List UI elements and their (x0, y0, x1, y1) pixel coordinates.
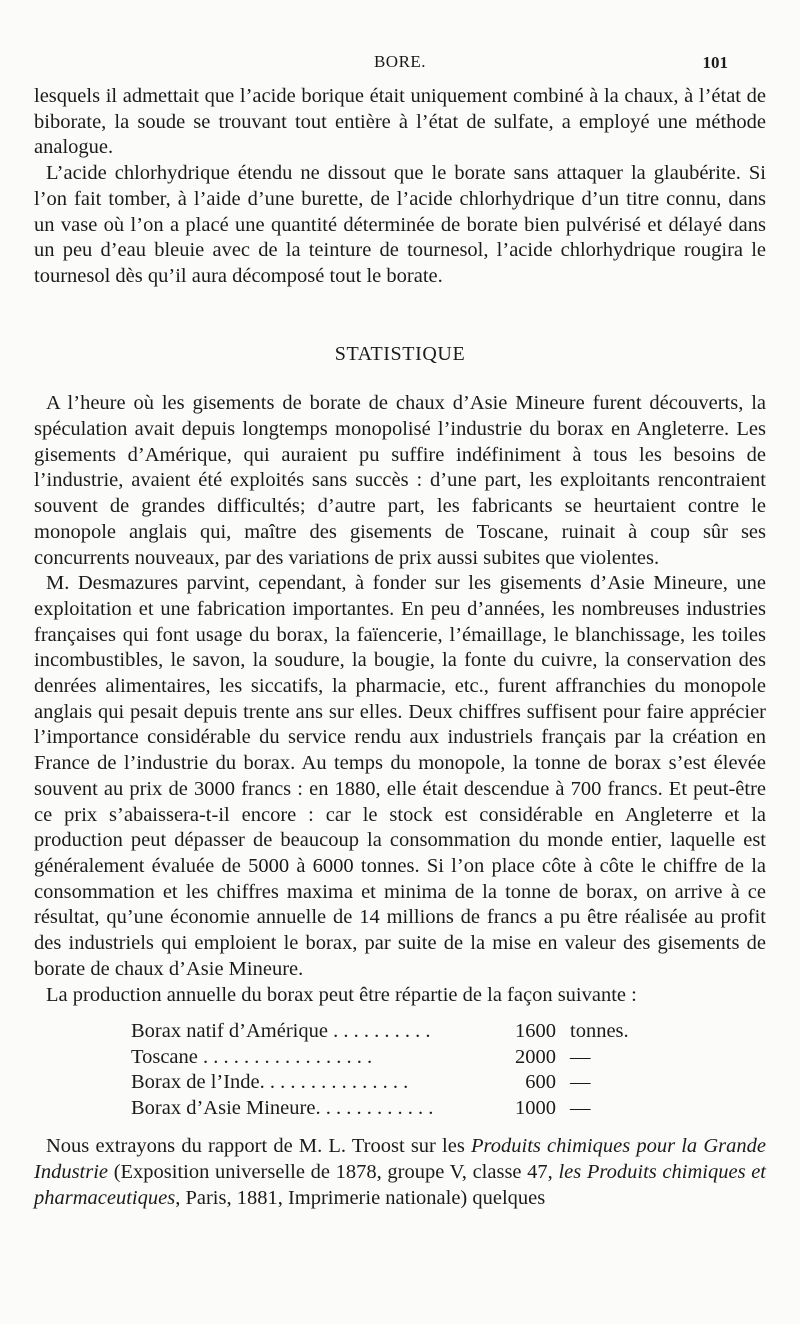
quantity-cell: 1000 (515, 1096, 556, 1119)
page-number: 101 (702, 53, 728, 72)
table-row (131, 1070, 651, 1096)
table-row (131, 1096, 651, 1122)
closing-paragraph (34, 1134, 766, 1211)
table-row (131, 1045, 651, 1071)
quantity-cell: 600 (525, 1071, 556, 1094)
closing-italic-title: les Produits chimiques et pharmaceutiques (34, 1160, 766, 1209)
unit-cell: — (570, 1071, 591, 1094)
running-head (0, 52, 800, 82)
source-cell: Borax d’Asie Mineure. . . . . . . . . . . . (131, 1096, 434, 1119)
unit-cell: tonnes. (570, 1020, 629, 1043)
quantity-cell: 1600 (515, 1020, 556, 1043)
unit-cell: — (570, 1096, 591, 1119)
production-table (131, 1019, 651, 1121)
running-title: BORE. (373, 52, 427, 71)
closing-text: , Paris, 1881, Imprimerie nationale) quelques (175, 1186, 546, 1209)
source-cell: Borax de l’Inde. . . . . . . . . . . . . . . (131, 1071, 409, 1094)
closing-text: Nous extrayons du rapport de M. L. Troost sur les (46, 1135, 472, 1158)
paragraph: M. Desmazures parvint, cependant, à fonder sur les gisements d’Asie Mineure, une exploitation et une fabrication importantes. En peu d’années, les nombreuses industries françaises qui font usage du borax, la faïencerie, l’émaillage, le blanchissage, les toiles incombustibles, le savon, la soudure, la bougie, la fonte du cuivre, la conservation des denrées alimentaires, les siccatifs, la pharmacie, etc., furent affranchies du monopole anglais qui pesait depuis trente ans sur elles. Deux chiffres suffisent pour faire apprécier l’importance considérable du service rendu aux industriels français par la création en France de l’industrie du borax. Au temps du monopole, la tonne de borax s’est élevée souvent au prix de 3000 francs : en 1880, elle était descendue à 700 francs. Et peut-être ce prix s’abaissera-t-il encore : car le stock est considérable en Angleterre et la production peut dépasser de beaucoup la consommation du monde entier, laquelle est généralement évaluée de 5000 à 6000 tonnes. Si l’on place côte à côte le chiffre de la consommation et les chiffres maxima et minima de la tonne de borax, on arrive à ce résultat, qu’une économie annuelle de 14 millions de francs a pu être réalisée au profit des industriels qui emploient le borax, par suite de la mise en valeur des gisements de borate de chaux d’Asie Mineure. (34, 572, 766, 980)
paragraph: La production annuelle du borax peut être répartie de la façon suivante : (46, 983, 637, 1006)
closing-text: (Exposition universelle de 1878, groupe V, classe 47, (108, 1160, 559, 1183)
paragraph: lesquels il admettait que l’acide borique était uniquement combiné à la chaux, à l’état de biborate, la soude se trouvant tout entière à l’état de sulfate, a employé une méthode analogue. (34, 85, 766, 159)
source-cell: Borax natif d’Amérique . . . . . . . . . . (131, 1020, 431, 1043)
source-cell: Toscane . . . . . . . . . . . . . . . . . (131, 1045, 373, 1068)
paragraph: A l’heure où les gisements de borate de chaux d’Asie Mineure furent découverts, la spéculation avait depuis longtemps monopolisé l’industrie du borax en Angleterre. Les gisements d’Amérique, qui auraient pu suffire indéfiniment à tous les besoins de l’industrie, avaient été exploités sans succès : d’une part, les exploitants rencontraient souvent de grandes difficultés; d’autre part, les fabricants se heurtaient contre le monopole anglais qui, maître des gisements de Toscane, ruinait à coup sûr ses concurrents nouveaux, par des variations de prix aussi subites que violentes. (34, 392, 766, 569)
table-row (131, 1019, 651, 1045)
page-body (34, 84, 766, 1211)
closing-italic-title: Produits chimiques pour la Grande Industrie (34, 1135, 766, 1183)
quantity-cell: 2000 (515, 1045, 556, 1068)
paragraph: L’acide chlorhydrique étendu ne dissout que le borate sans attaquer la glaubérite. Si l’on fait tomber, à l’aide d’une burette, de l’acide chlorhydrique d’un titre connu, dans un vase où l’on a placé une quantité déterminée de borate bien pulvérisé et délayé dans un peu d’eau bleuie avec de la teinture de tournesol, l’acide chlorhydrique rougira le tournesol dès qu’il aura décomposé tout le borate. (34, 162, 766, 287)
section-title: STATISTIQUE (334, 342, 466, 365)
unit-cell: — (570, 1045, 591, 1068)
